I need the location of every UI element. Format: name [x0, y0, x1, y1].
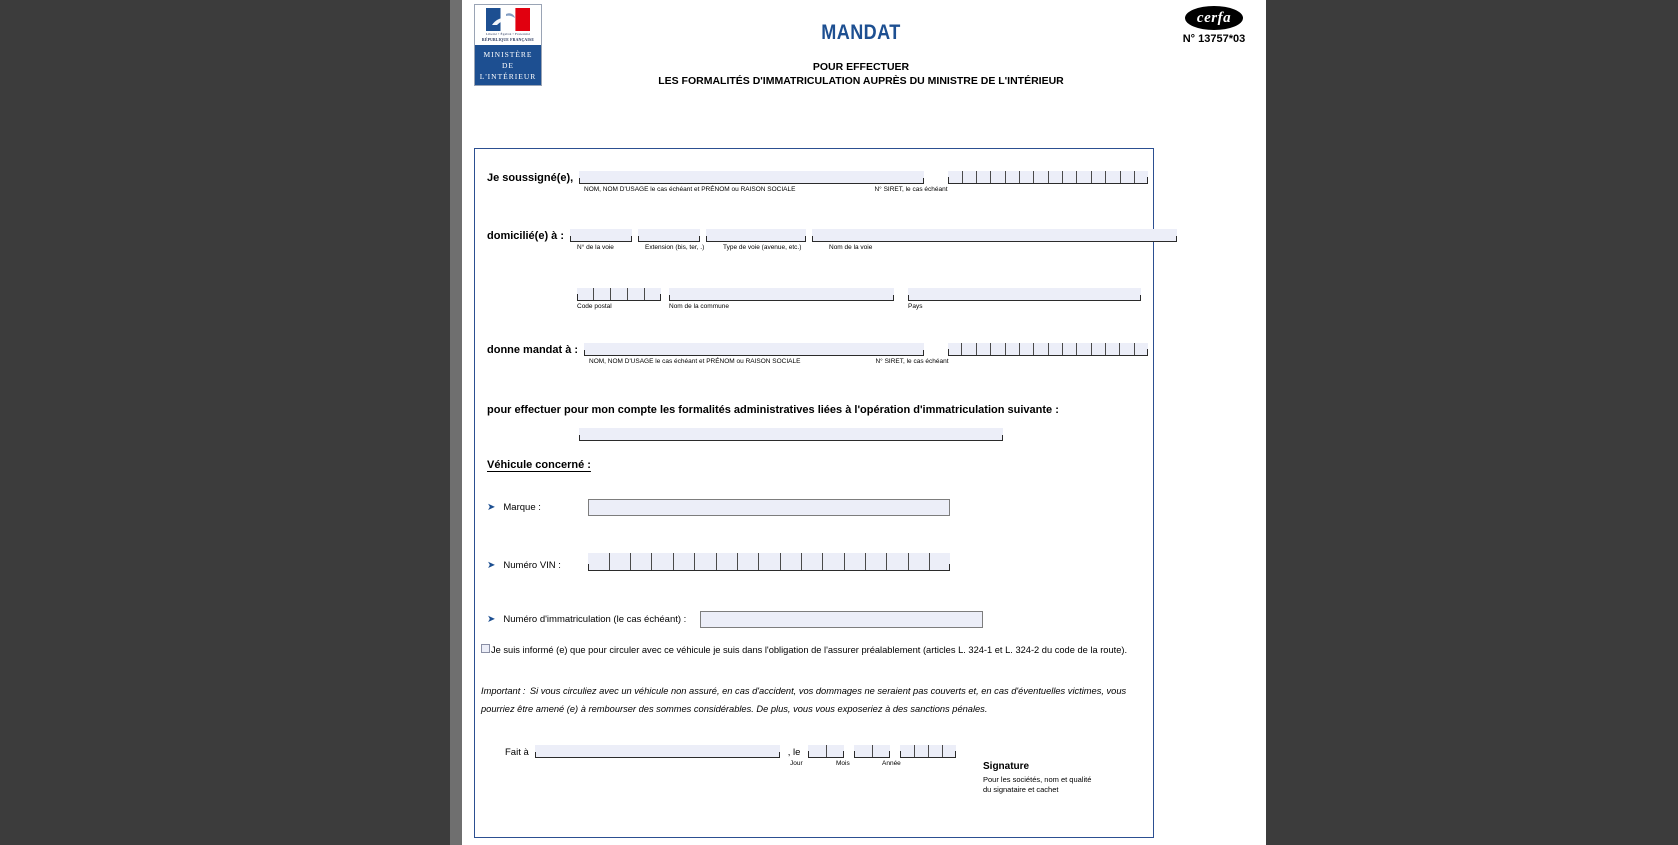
form-body-container: [474, 148, 1154, 838]
soussigne-label: Je soussigné(e),: [487, 172, 574, 184]
mandataire-label: donne mandat à :: [487, 344, 579, 356]
document-subtitle-line-1: POUR EFFECTUER: [812, 61, 910, 73]
mandataire-siret-input[interactable]: [948, 343, 1148, 356]
immatriculation-label: Numéro d'immatriculation (le cas échéant) :: [503, 614, 687, 625]
signature-title: Signature: [983, 761, 1030, 772]
field-group-domicile-city: [577, 288, 1141, 310]
document-title-block: [552, 22, 1170, 87]
arrow-bullet-icon: ➤: [487, 502, 496, 513]
domicile-label: domicilié(e) à :: [487, 230, 565, 242]
document-subtitle-line-2: LES FORMALITÉS D'IMMATRICULATION AUPRÈS DU MINISTRE DE L'INTÉRIEUR: [658, 75, 1064, 87]
vehicle-section-heading-wrap: [487, 455, 591, 473]
document-header: [462, 0, 1266, 108]
field-group-marque: [487, 499, 950, 516]
cerfa-logo-block: [1172, 6, 1256, 45]
mandataire-name-hint: NOM, NOM D'USAGE le cas échéant et PRÉNOM ou RAISON SOCIALE: [589, 358, 801, 365]
french-flag-marianne-icon: [475, 5, 541, 45]
marque-input[interactable]: [588, 499, 950, 516]
date-annee-input[interactable]: [900, 745, 956, 758]
vin-label: Numéro VIN :: [503, 560, 561, 571]
domicile-postal-code-hint: Code postal: [577, 303, 612, 310]
date-mois-hint: Mois: [836, 760, 850, 767]
operation-intro-label: pour effectuer pour mon compte les formalités administratives liées à l'opération d'immatriculation suivante :: [487, 404, 1059, 416]
date-mois-input[interactable]: [854, 745, 890, 758]
field-group-mandataire: [487, 343, 1148, 365]
vin-input[interactable]: [588, 553, 950, 571]
soussigne-siret-hint: N° SIRET, le cas échéant: [874, 186, 948, 193]
domicile-street-name-hint: Nom de la voie: [829, 244, 873, 251]
domicile-postal-code-input[interactable]: [577, 288, 661, 301]
important-notice: [481, 681, 1141, 717]
important-label: Important :: [481, 686, 526, 696]
ministry-line-3: L'INTÉRIEUR: [479, 72, 537, 81]
immatriculation-input[interactable]: [700, 611, 983, 628]
domicile-street-extension-input[interactable]: [638, 229, 700, 242]
domicile-city-input[interactable]: [669, 288, 894, 301]
domicile-street-extension-hint: Extension (bis, ter, .): [645, 244, 705, 251]
field-group-domicile-street: [487, 229, 1177, 251]
domicile-street-type-hint: Type de voie (avenue, etc.): [723, 244, 802, 251]
field-group-soussigne: [487, 171, 1148, 193]
field-group-immatriculation: [487, 611, 983, 628]
arrow-bullet-icon: ➤: [487, 560, 496, 571]
cerfa-form-number: N° 13757*03: [1182, 33, 1246, 45]
date-annee-hint: Année: [882, 760, 901, 767]
soussigne-name-input[interactable]: [579, 171, 924, 184]
soussigne-name-hint: NOM, NOM D'USAGE le cas échéant et PRÉNOM ou RAISON SOCIALE: [584, 186, 796, 193]
ministry-line-2: DE: [502, 61, 514, 70]
insurance-consent-checkbox[interactable]: [481, 644, 490, 653]
cerfa-brand-logo: cerfa: [1185, 6, 1243, 30]
insurance-consent-row: [481, 644, 1141, 658]
page-title: MANDAT: [821, 21, 901, 44]
date-jour-input[interactable]: [808, 745, 844, 758]
marque-label: Marque :: [503, 502, 541, 513]
ministry-name-block: [475, 45, 541, 85]
domicile-street-number-input[interactable]: [570, 229, 632, 242]
le-label: , le: [787, 747, 801, 758]
vehicle-section-heading: Véhicule concerné :: [487, 459, 591, 471]
date-jour-hint: Jour: [790, 760, 803, 767]
field-group-fait-a: [505, 745, 956, 767]
fait-a-label: Fait à: [505, 747, 529, 758]
important-text: Si vous circuliez avec un véhicule non assuré, en cas d'accident, vos dommages ne seraient pas couverts et, en cas d'éventuelles victimes, vous pourriez être amené (e) à rembourser des sommes considérables. De plus, vous vous exposeriez à des sanctions pénales.: [481, 686, 1127, 714]
domicile-street-name-input[interactable]: [812, 229, 1177, 242]
signature-subtitle-line-2: du signataire et cachet: [983, 785, 1059, 794]
signature-block: [983, 761, 1091, 795]
ministry-line-1: MINISTÈRE: [483, 50, 533, 59]
logo-devise-text: Liberté • Égalité • Fraternité: [485, 32, 531, 36]
page-gutter-left: [450, 0, 462, 845]
domicile-city-hint: Nom de la commune: [669, 303, 729, 310]
fait-a-input[interactable]: [535, 745, 780, 758]
arrow-bullet-icon: ➤: [487, 614, 496, 625]
mandataire-name-input[interactable]: [584, 343, 924, 356]
ministry-logo: [474, 4, 542, 86]
field-group-operation: [487, 404, 1143, 441]
domicile-country-input[interactable]: [908, 288, 1141, 301]
domicile-country-hint: Pays: [908, 303, 923, 310]
signature-subtitle-line-1: Pour les sociétés, nom et qualité: [983, 775, 1092, 784]
domicile-street-number-hint: N° de la voie: [577, 244, 614, 251]
logo-republique-text: RÉPUBLIQUE FRANÇAISE: [481, 38, 535, 43]
insurance-consent-text: Je suis informé (e) que pour circuler avec ce véhicule je suis dans l'obligation de l'assurer préalablement (articles L. 324-1 et L. 324-2 du code de la route).: [491, 645, 1128, 655]
soussigne-siret-input[interactable]: [948, 171, 1148, 184]
mandataire-siret-hint: N° SIRET, le cas échéant: [875, 358, 949, 365]
cerfa-document-page: [462, 0, 1266, 845]
field-group-vin: [487, 553, 950, 571]
domicile-street-type-input[interactable]: [706, 229, 806, 242]
marianne-flag-icon: [486, 8, 530, 31]
operation-description-input[interactable]: [579, 428, 1003, 441]
